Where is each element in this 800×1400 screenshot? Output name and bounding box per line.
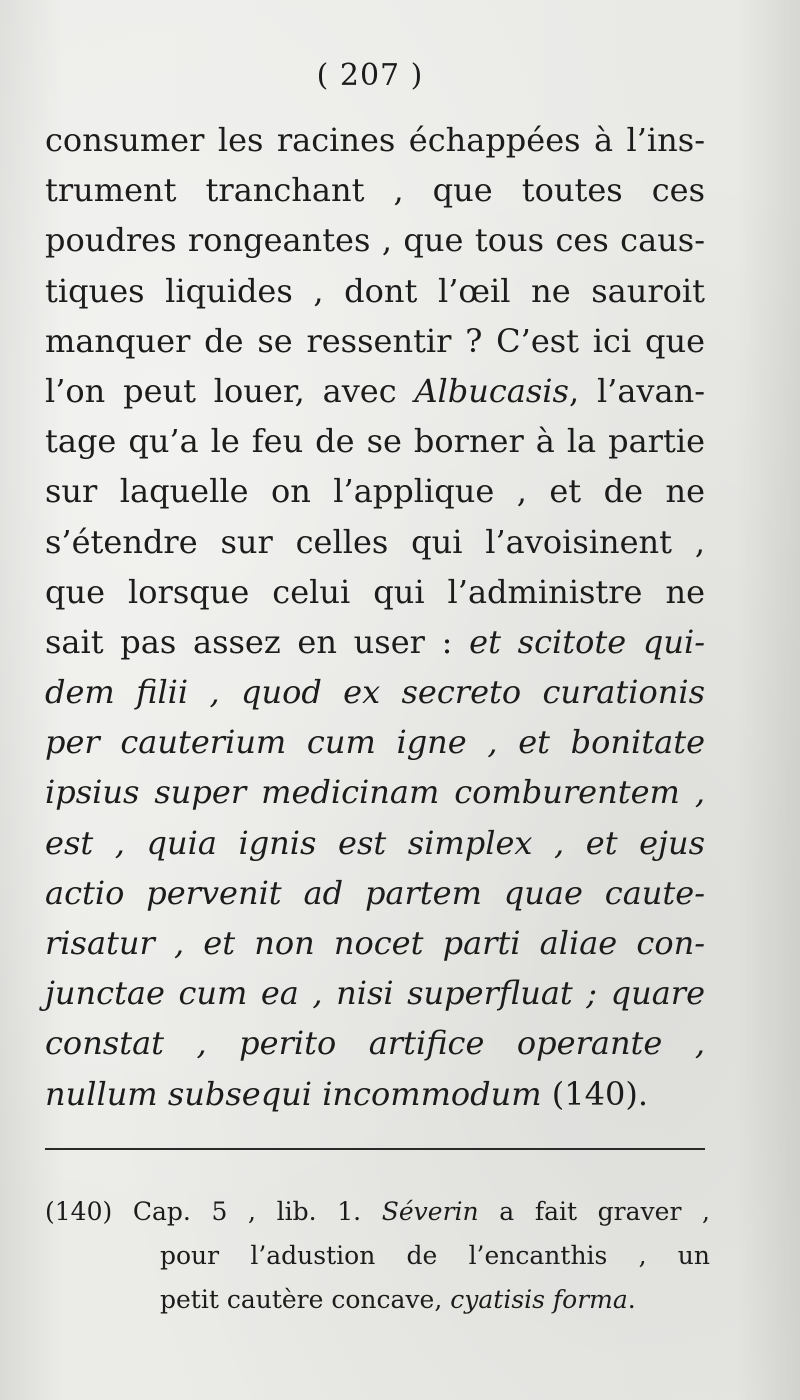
- body-text: [45, 115, 705, 1119]
- text-span: manquer de se ressentir ? C’est ici que: [45, 321, 705, 360]
- footnote-line: [45, 1278, 710, 1322]
- italic-text: et scitote qui-: [469, 622, 706, 661]
- text-line: [45, 918, 705, 968]
- text-span: pour l’adustion de l’encanthis , un: [160, 1241, 710, 1270]
- text-line: [45, 968, 705, 1018]
- text-line: [45, 1018, 705, 1068]
- footnote-line: [45, 1190, 710, 1234]
- text-line: [45, 717, 705, 767]
- footnote-separator: [45, 1148, 705, 1150]
- text-span: .: [627, 1285, 636, 1314]
- text-line: [45, 466, 705, 516]
- italic-text: constat , perito artifice operante ,: [45, 1024, 705, 1063]
- italic-text: per cauterium cum igne , et bonitate: [45, 723, 705, 762]
- text-line: [45, 316, 705, 366]
- footnote: [45, 1190, 710, 1322]
- italic-text: nullum subsequi incommodum: [45, 1074, 542, 1113]
- text-line: [45, 416, 705, 466]
- italic-text: dem filii , quod ex secreto curationis: [45, 673, 705, 712]
- text-line: [45, 767, 705, 817]
- text-line: [45, 366, 705, 416]
- text-span: petit cautère concave,: [160, 1285, 451, 1314]
- italic-text: Albucasis: [414, 371, 569, 410]
- text-span: (140).: [541, 1074, 648, 1113]
- text-line: [45, 617, 705, 667]
- text-line: [45, 667, 705, 717]
- text-span: sait pas assez en user :: [45, 622, 470, 661]
- text-span: l’on peut louer, avec: [45, 371, 415, 410]
- italic-text: risatur , et non nocet parti aliae con-: [45, 924, 705, 962]
- text-line: [45, 266, 705, 316]
- italic-text: est , quia ignis est simplex , et ejus: [45, 823, 705, 862]
- text-span: tiques liquides , dont l’œil ne sauroit: [45, 271, 705, 310]
- page-number: ( 207 ): [316, 58, 424, 93]
- text-span: consumer les racines échappées à l’ins-: [45, 121, 705, 159]
- text-span: poudres rongeantes , que tous ces caus-: [45, 221, 705, 260]
- text-line: [45, 215, 705, 265]
- text-span: s’étendre sur celles qui l’avoisinent ,: [45, 522, 705, 561]
- italic-text: Séverin: [381, 1197, 479, 1226]
- italic-text: ipsius super medicinam comburentem ,: [45, 773, 705, 812]
- footnote-line: [45, 1234, 710, 1278]
- text-span: (140) Cap. 5 , lib. 1.: [45, 1197, 382, 1226]
- italic-text: actio pervenit ad partem quae caute-: [45, 873, 705, 912]
- text-span: , l’avan-: [568, 371, 705, 410]
- text-span: trument tranchant , que toutes ces: [45, 171, 705, 210]
- text-line: [45, 517, 705, 567]
- text-line: [45, 165, 705, 215]
- italic-text: junctae cum ea , nisi superfluat ; quare: [45, 974, 705, 1013]
- text-line: [45, 567, 705, 617]
- text-span: sur laquelle on l’applique , et de ne: [45, 472, 705, 511]
- text-line: [45, 1069, 705, 1119]
- text-span: que lorsque celui qui l’administre ne: [45, 572, 705, 611]
- text-span: tage qu’a le feu de se borner à la partie: [45, 422, 705, 461]
- italic-text: cyatisis forma: [450, 1285, 628, 1314]
- text-line: [45, 868, 705, 918]
- text-line: [45, 818, 705, 868]
- text-span: a fait graver ,: [478, 1197, 710, 1226]
- text-line: [45, 115, 705, 165]
